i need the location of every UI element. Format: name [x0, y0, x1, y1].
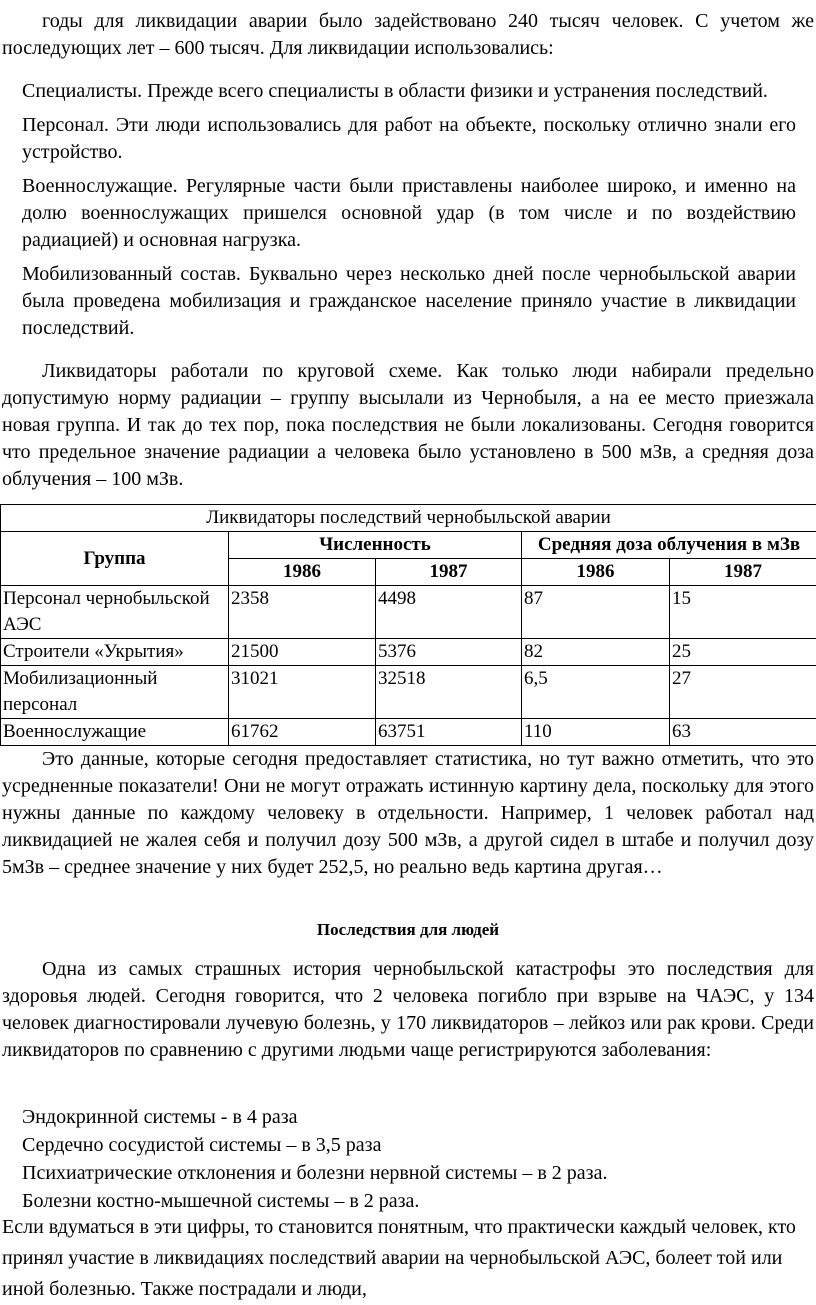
table-row	[1, 719, 816, 746]
list-item: Сердечно сосудистой системы – в 3,5 раза	[22, 1134, 382, 1156]
table-row	[1, 639, 816, 666]
list-item: Специалисты. Прежде всего специалисты в области физики и устранения последствий.	[22, 80, 768, 102]
header-count: Численность	[229, 532, 522, 559]
cell-dose-1986: 6,5	[522, 666, 670, 719]
health-paragraph: Одна из самых страшных история чернобыльской катастрофы это последствия для здоровья людей. Сегодня говорится, что 2 человека погибло при взрыве на ЧАЭС, у 134 человек диагностировали лучевую болезнь, у 170 ликвидаторов – лейкоз или рак крови. Среди ликвидаторов по сравнению с другими людьми чаще регистрируются заболевания:	[2, 958, 814, 1061]
intro-paragraph: годы для ликвидации аварии было задействовано 240 тысяч человек. С учетом же последующих лет – 600 тысяч. Для ликвидации использовались:	[2, 10, 814, 59]
list-item: Военнослужащие. Регулярные части были приставлены наиболее широко, и именно на долю военнослужащих пришелся основной удар (в том числе и по воздействию радиацией) и основная нагрузка.	[22, 175, 796, 251]
cell-dose-1986: 87	[522, 586, 670, 639]
header-count-1987: 1987	[376, 559, 522, 586]
cell-group: Строители «Укрытия»	[1, 639, 229, 666]
liquidators-table	[0, 504, 816, 746]
cell-count-1986: 21500	[229, 639, 376, 666]
table-caption: Ликвидаторы последствий чернобыльской аварии	[1, 505, 816, 532]
table-row	[1, 666, 816, 719]
cell-count-1987: 4498	[376, 586, 522, 639]
diseases-list	[22, 1103, 802, 1215]
rotation-paragraph: Ликвидаторы работали по круговой схеме. Как только люди набирали предельно допустимую норму радиации – группу высылали из Чернобыля, а на ее место приезжала новая группа. И так до тех пор, пока последствия не были локализованы. Сегодня говорится что предельное значение радиации а человека было установлено в 500 мЗв, а средняя доза облучения – 100 мЗв.	[2, 360, 814, 490]
cell-dose-1987: 25	[670, 639, 816, 666]
cell-group: Персонал чернобыльской АЭС	[1, 586, 229, 639]
list-item: Психиатрические отклонения и болезни нервной системы – в 2 раза.	[22, 1162, 608, 1184]
header-dose-1987: 1987	[670, 559, 816, 586]
cell-dose-1987: 15	[670, 586, 816, 639]
header-count-1986: 1986	[229, 559, 376, 586]
cell-dose-1987: 63	[670, 719, 816, 746]
cell-group: Военнослужащие	[1, 719, 229, 746]
table-row	[1, 586, 816, 639]
section-heading: Последствия для людей	[316, 920, 500, 939]
header-dose-1986: 1986	[522, 559, 670, 586]
header-dose: Средняя доза облучения в мЗв	[522, 532, 816, 559]
cell-count-1986: 2358	[229, 586, 376, 639]
cell-count-1987: 5376	[376, 639, 522, 666]
list-item: Болезни костно-мышечной системы – в 2 раза.	[22, 1190, 420, 1212]
cell-group: Мобилизационный персонал	[1, 666, 229, 719]
liquidator-categories-list	[22, 78, 796, 349]
cell-dose-1987: 27	[670, 666, 816, 719]
cell-count-1987: 63751	[376, 719, 522, 746]
statistics-paragraph: Это данные, которые сегодня предоставляет статистика, но тут важно отметить, что это усредненные показатели! Они не могут отражать истинную картину дела, поскольку для этого нужны данные по каждому человеку в отдельности. Например, 1 человек работал над ликвидацией не жалея себя и получил дозу 500 мЗв, а другой сидел в штабе и получил дозу 5мЗв – среднее значение у них будет 252,5, но реально ведь картина другая…	[2, 748, 814, 878]
conclusion-paragraph: Если вдуматься в эти цифры, то становится понятным, что практически каждый человек, кто принял участие в ликвидациях последствий аварии на чернобыльской АЭС, болеет той или иной болезнью. Также пострадали и люди,	[2, 1216, 796, 1300]
cell-count-1986: 61762	[229, 719, 376, 746]
list-item: Эндокринной системы - в 4 раза	[22, 1106, 298, 1128]
cell-count-1986: 31021	[229, 666, 376, 719]
cell-dose-1986: 110	[522, 719, 670, 746]
cell-count-1987: 32518	[376, 666, 522, 719]
header-group: Группа	[1, 532, 229, 586]
cell-dose-1986: 82	[522, 639, 670, 666]
list-item: Мобилизованный состав. Буквально через несколько дней после чернобыльской аварии была проведена мобилизация и гражданское население приняло участие в ликвидации последствий.	[22, 263, 796, 339]
list-item: Персонал. Эти люди использовались для работ на объекте, поскольку отлично знали его устройство.	[22, 114, 796, 163]
